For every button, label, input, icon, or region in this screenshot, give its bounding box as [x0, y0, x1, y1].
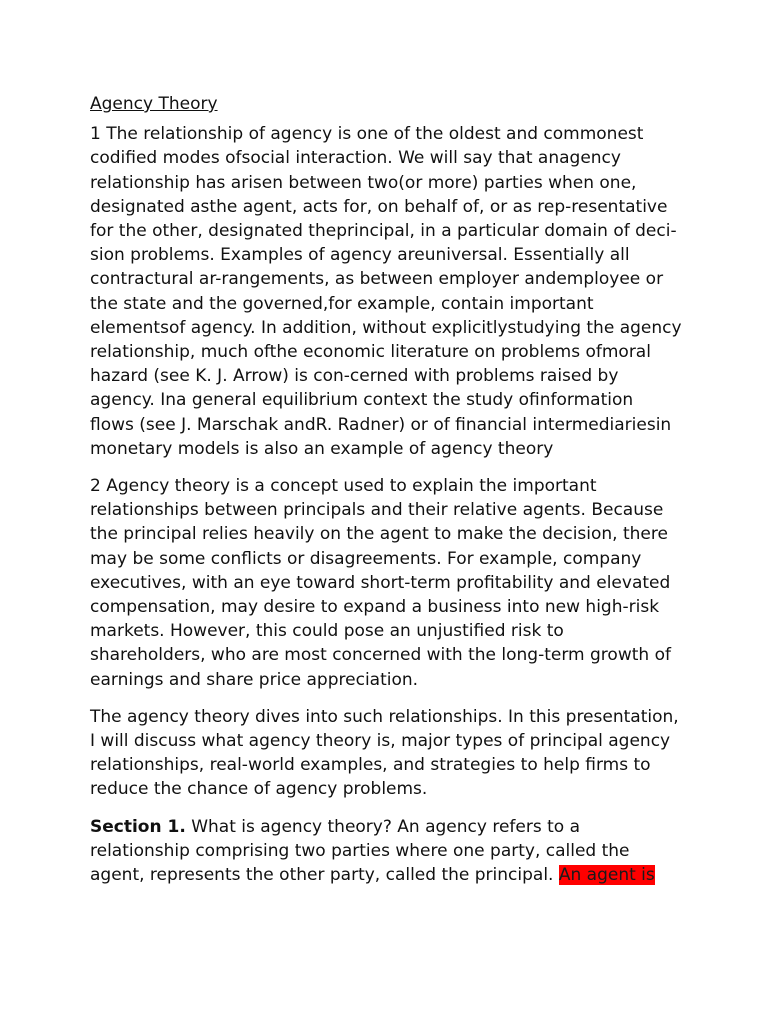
paragraph-3: The agency theory dives into such relationships. In this presentation, I will discuss what agency theory is, major types of principal agency relationships, real-world examples, and strategies to help firms to reduce the chance of agency problems. — [90, 706, 679, 800]
paragraph-2: 2 Agency theory is a concept used to explain the important relationships between principals and their relative agents. Because the principal relies heavily on the agent to make the decision, there may be some conflicts or disagreements. For example, company executives, with an eye toward short-term profitability and elevated compensation, may desire to expand a business into new high-risk markets. However, this could pose an unjustified risk to shareholders, who are most concerned with the long-term growth of earnings and share price appreciation. — [90, 476, 671, 690]
highlighted-text: An agent is — [558, 865, 655, 886]
paragraph-1: 1 The relationship of agency is one of the oldest and commonest codified modes ofsocial interaction. We will say that anagency relationship has arisen between two(or more) parties when one, designated asthe agent, acts for, on behalf of, or as rep-resentative for the other, designated theprincipal, in a particular domain of deci-sion problems. Examples of agency areuniversal. Essentially all contractural ar-rangements, as between employer andemployee or the state and the governed,for example, contain important elementsof agency. In addition, without explicitlystudying the agency relationship, much ofthe economic literature on problems ofmoral hazard (see K. J. Arrow) is con-cerned with problems raised by agency. Ina general equilibrium context the study ofinformation flows (see J. Marschak andR. Radner) or of financial intermediariesin monetary models is also an example of agency theory — [90, 124, 682, 459]
section-1-text: What is agency theory? An agency refers to a relationship comprising two parties where one party, called the agent, represents the other party, called the principal. — [90, 816, 630, 886]
document-title: Agency Theory — [90, 94, 218, 114]
document-page — [90, 92, 682, 900]
section-1-heading: Section 1. — [90, 816, 186, 837]
section-1-paragraph — [90, 815, 682, 888]
